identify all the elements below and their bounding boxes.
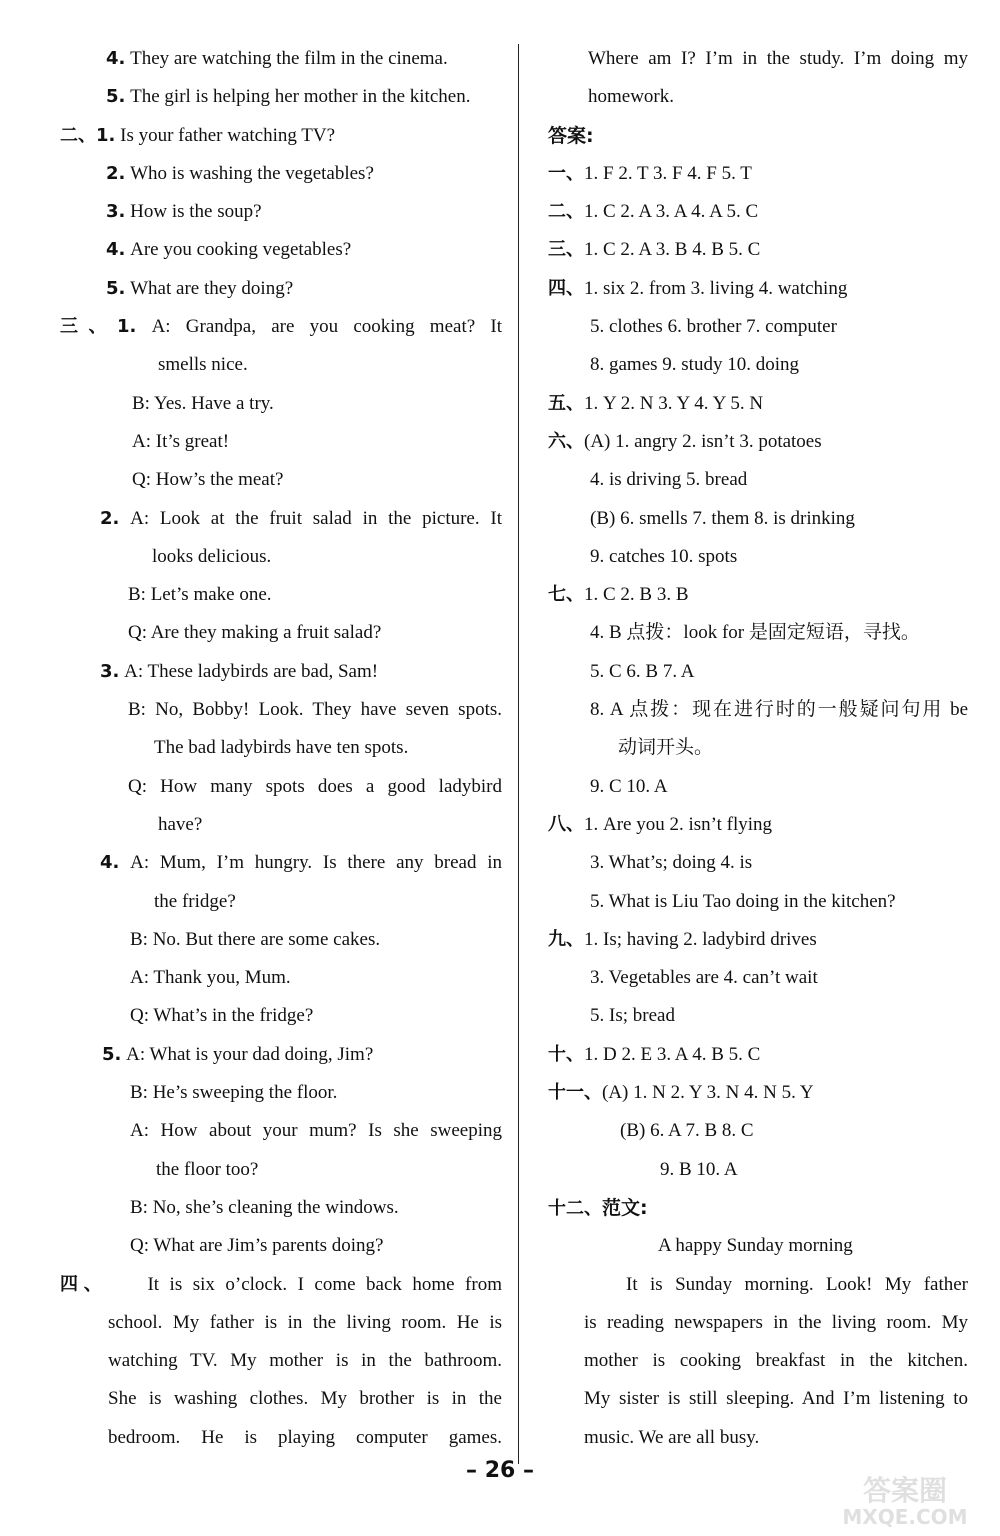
left-column-line: [40, 193, 502, 231]
section-marker: 二、: [548, 201, 584, 223]
item-number: 2.: [106, 162, 126, 184]
line-text: 5. clothes 6. brother 7. computer: [590, 316, 837, 338]
line-text: (A) 1. N 2. Y 3. N 4. N 5. Y: [602, 1082, 814, 1104]
right-column-line: [548, 1266, 968, 1304]
line-text: A: How about your mum? Is she sweeping: [130, 1120, 502, 1142]
line-text: It is Sunday morning. Look! My father: [626, 1273, 968, 1295]
line-text: Q: What’s in the fridge?: [130, 1005, 314, 1027]
section-marker: 六、: [548, 430, 584, 452]
line-text: 1. C 2. B 3. B: [584, 584, 689, 606]
line-text: 4. B 点拨：look for 是固定短语，寻找。: [590, 622, 920, 644]
right-column-line: [548, 1151, 968, 1189]
left-column-line: [40, 729, 502, 767]
line-text: the floor too?: [156, 1158, 259, 1180]
line-text: Where am I? I’m in the study. I’m doing my: [588, 48, 968, 69]
right-column-line: [548, 40, 968, 78]
line-text: 5. What is Liu Tao doing in the kitchen?: [590, 890, 896, 912]
right-column-line: [548, 1227, 968, 1265]
column-divider: [518, 44, 519, 1464]
left-column-line: [40, 1074, 502, 1112]
line-text: B: No, Bobby! Look. They have seven spots.: [128, 699, 502, 721]
left-column-line: [40, 538, 502, 576]
line-text: 9. catches 10. spots: [590, 545, 738, 567]
line-text: (A) 1. angry 2. isn’t 3. potatoes: [584, 430, 822, 452]
left-column-line: [40, 385, 502, 423]
line-text: 8. games 9. study 10. doing: [590, 354, 799, 376]
section-marker: 三、: [60, 316, 117, 338]
watermark-line1: 答案圈: [862, 1474, 948, 1507]
watermark-logo: [820, 1470, 990, 1530]
left-column-line: [40, 1380, 502, 1418]
line-text: B: Yes. Have a try.: [132, 392, 274, 414]
left-column-line: [40, 1227, 502, 1265]
left-column-line: [40, 270, 502, 308]
section-marker: 十二、: [548, 1197, 602, 1219]
left-column-line: [40, 1342, 502, 1380]
left-column: [40, 40, 502, 1457]
left-column-line: [40, 40, 502, 78]
line-text: The bad ladybirds have ten spots.: [154, 737, 409, 759]
right-column-line: [548, 691, 968, 729]
line-text: (B) 6. A 7. B 8. C: [620, 1120, 754, 1142]
line-text: A: Grandpa, are you cooking meat? It: [151, 316, 502, 338]
right-column-line: [548, 1304, 968, 1342]
line-text: How is the soup?: [130, 201, 262, 223]
right-column-line: [548, 883, 968, 921]
line-text: 4. is driving 5. bread: [590, 469, 748, 491]
line-text: Is your father watching TV?: [120, 124, 336, 146]
left-column-line: [40, 346, 502, 384]
line-text: mother is cooking breakfast in the kitchen.: [584, 1350, 968, 1372]
right-column-line: [548, 1074, 968, 1112]
line-text: bedroom. He is playing computer games.: [108, 1426, 502, 1448]
line-text: They are watching the film in the cinema.: [130, 48, 448, 69]
line-text: Who is washing the vegetables?: [130, 162, 374, 184]
left-column-line: [40, 500, 502, 538]
line-text: have?: [158, 813, 203, 835]
section-marker: 十、: [548, 1043, 584, 1065]
line-text: B: No, she’s cleaning the windows.: [130, 1196, 399, 1218]
left-column-line: [40, 844, 502, 882]
right-column-line: [548, 231, 968, 269]
line-text: 1. C 2. A 3. B 4. B 5. C: [584, 239, 761, 261]
left-column-line: [40, 117, 502, 155]
left-column-line: [40, 806, 502, 844]
line-text: She is washing clothes. My brother is in the: [108, 1388, 502, 1410]
section-marker: 四、: [548, 277, 584, 299]
right-column-line: [548, 1036, 968, 1074]
line-text: B: No. But there are some cakes.: [130, 928, 381, 950]
left-column-line: [40, 653, 502, 691]
line-text: (B) 6. smells 7. them 8. is drinking: [590, 507, 855, 529]
left-column-line: [40, 614, 502, 652]
line-text: What are they doing?: [130, 277, 294, 299]
item-number: 4.: [106, 48, 126, 69]
line-text: A: Look at the fruit salad in the picture. It: [130, 507, 502, 529]
left-column-line: [40, 1304, 502, 1342]
line-text: 1. F 2. T 3. F 4. F 5. T: [584, 162, 752, 184]
right-column-line: [548, 1419, 968, 1457]
answer-heading: 答案:: [548, 124, 594, 147]
line-text: B: He’s sweeping the floor.: [130, 1082, 338, 1104]
line-text: 9. B 10. A: [660, 1158, 738, 1180]
line-text: Q: How’s the meat?: [132, 469, 284, 491]
line-text: 5. C 6. B 7. A: [590, 660, 695, 682]
section-marker: 八、: [548, 813, 584, 835]
line-text: is reading newspapers in the living room. My: [584, 1311, 968, 1333]
section-marker: 三、: [548, 239, 584, 261]
section-marker: 九、: [548, 928, 584, 950]
item-number: 4.: [100, 852, 120, 874]
left-column-line: [40, 1151, 502, 1189]
right-column-line: [548, 193, 968, 231]
line-text: My sister is still sleeping. And I’m listening to: [584, 1388, 968, 1410]
left-column-line: [40, 1112, 502, 1150]
item-number: 1.: [96, 124, 116, 146]
left-column-line: [40, 576, 502, 614]
line-text: watching TV. My mother is in the bathroom.: [108, 1350, 502, 1372]
item-number: 5.: [106, 277, 126, 299]
item-number: 3.: [100, 660, 120, 682]
answer-heading: 范文:: [602, 1196, 648, 1219]
section-marker: 十一、: [548, 1082, 602, 1104]
right-column-line: [548, 1342, 968, 1380]
right-column-line: [548, 653, 968, 691]
line-text: A: It’s great!: [132, 430, 230, 452]
line-text: Q: How many spots does a good ladybird: [128, 775, 502, 797]
right-column: [548, 40, 968, 1457]
left-column-line: [40, 78, 502, 116]
section-marker: 七、: [548, 584, 584, 606]
right-column-line: [548, 117, 968, 155]
item-number: 5.: [106, 86, 126, 108]
line-text: homework.: [588, 86, 675, 108]
right-column-line: [548, 78, 968, 116]
left-column-line: [40, 1419, 502, 1457]
left-column-line: [40, 768, 502, 806]
line-text: 1. Y 2. N 3. Y 4. Y 5. N: [584, 392, 764, 414]
right-column-line: [548, 423, 968, 461]
line-text: looks delicious.: [152, 545, 272, 567]
line-text: It is six o’clock. I come back home from: [147, 1273, 502, 1295]
right-column-line: [548, 1380, 968, 1418]
left-column-line: [40, 461, 502, 499]
item-number: 1.: [116, 316, 137, 338]
line-text: 1. D 2. E 3. A 4. B 5. C: [584, 1043, 761, 1065]
right-column-line: [548, 1189, 968, 1227]
right-column-line: [548, 500, 968, 538]
left-column-line: [40, 959, 502, 997]
left-column-line: [40, 883, 502, 921]
line-text: 3. Vegetables are 4. can’t wait: [590, 967, 818, 989]
section-marker: 四、: [60, 1273, 108, 1295]
page-number: – 26 –: [466, 1458, 534, 1483]
line-text: 5. Is; bread: [590, 1005, 675, 1027]
left-column-line: [40, 231, 502, 269]
line-text: smells nice.: [158, 354, 248, 376]
right-column-line: [548, 538, 968, 576]
left-column-line: [40, 155, 502, 193]
section-marker: 二、: [60, 124, 96, 146]
line-text: A: Thank you, Mum.: [130, 967, 291, 989]
line-text: 9. C 10. A: [590, 775, 668, 797]
right-column-line: [548, 1112, 968, 1150]
left-column-line: [40, 691, 502, 729]
right-column-line: [548, 921, 968, 959]
line-text: 8. A 点拨：现在进行时的一般疑问句用 be: [590, 699, 968, 721]
right-column-line: [548, 576, 968, 614]
section-marker: 一、: [548, 162, 584, 184]
line-text: school. My father is in the living room. He is: [108, 1311, 502, 1333]
left-column-line: [40, 308, 502, 346]
item-number: 2.: [100, 507, 120, 529]
line-text: Are you cooking vegetables?: [130, 239, 352, 261]
left-column-line: [40, 423, 502, 461]
line-text: 1. Are you 2. isn’t flying: [584, 813, 773, 835]
left-column-line: [40, 1266, 502, 1304]
line-text: A happy Sunday morning: [658, 1235, 853, 1257]
line-text: A: These ladybirds are bad, Sam!: [124, 660, 379, 682]
line-text: 动词开头。: [618, 737, 714, 759]
right-column-line: [548, 461, 968, 499]
right-column-line: [548, 729, 968, 767]
line-text: Q: Are they making a fruit salad?: [128, 622, 382, 644]
right-column-line: [548, 385, 968, 423]
left-column-line: [40, 1189, 502, 1227]
line-text: music. We are all busy.: [584, 1426, 760, 1448]
right-column-line: [548, 346, 968, 384]
right-column-line: [548, 768, 968, 806]
item-number: 3.: [106, 201, 126, 223]
left-column-line: [40, 997, 502, 1035]
right-column-line: [548, 155, 968, 193]
item-number: 4.: [106, 239, 126, 261]
line-text: 1. Is; having 2. ladybird drives: [584, 928, 817, 950]
line-text: A: Mum, I’m hungry. Is there any bread in: [130, 852, 502, 874]
right-column-line: [548, 959, 968, 997]
line-text: A: What is your dad doing, Jim?: [126, 1043, 374, 1065]
right-column-line: [548, 844, 968, 882]
left-column-line: [40, 1036, 502, 1074]
right-column-line: [548, 997, 968, 1035]
line-text: Q: What are Jim’s parents doing?: [130, 1235, 384, 1257]
line-text: 3. What’s; doing 4. is: [590, 852, 753, 874]
line-text: 1. C 2. A 3. A 4. A 5. C: [584, 201, 759, 223]
line-text: the fridge?: [154, 890, 236, 912]
right-column-line: [548, 806, 968, 844]
section-marker: 五、: [548, 392, 584, 414]
item-number: 5.: [102, 1043, 122, 1065]
right-column-line: [548, 270, 968, 308]
right-column-line: [548, 308, 968, 346]
line-text: B: Let’s make one.: [128, 584, 272, 606]
line-text: 1. six 2. from 3. living 4. watching: [584, 277, 848, 299]
line-text: The girl is helping her mother in the kitchen.: [130, 86, 471, 108]
left-column-line: [40, 921, 502, 959]
watermark-line2: MXQE.COM: [842, 1505, 968, 1529]
right-column-line: [548, 614, 968, 652]
